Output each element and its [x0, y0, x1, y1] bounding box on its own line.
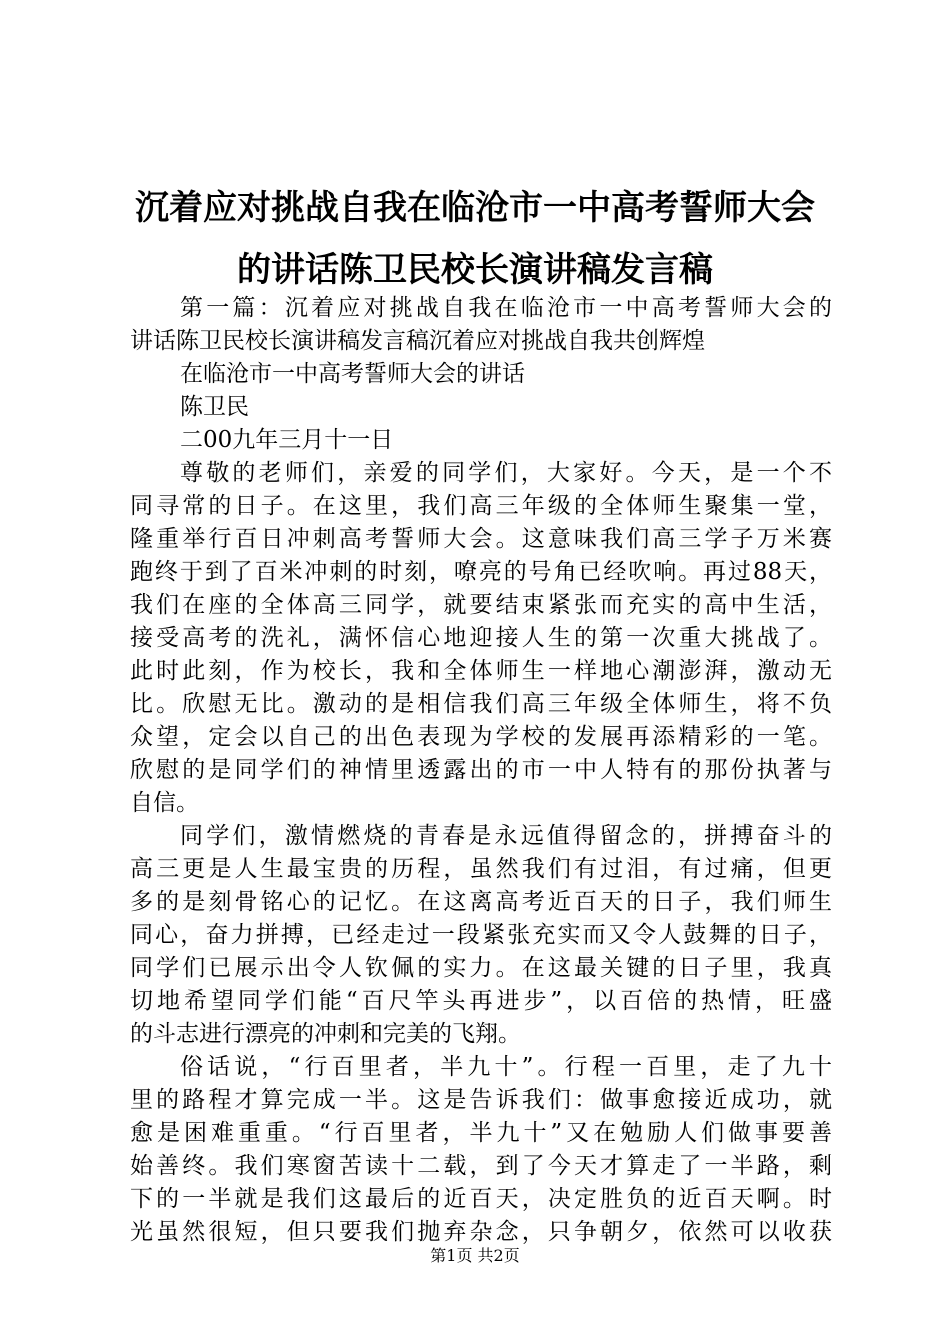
text-line: 第一篇：沉着应对挑战自我在临沧市一中高考誓师大会的: [180, 295, 832, 321]
text-line: 二00九年三月十一日: [180, 427, 394, 453]
text-line: 下的一半就是我们这最后的近百天，决定胜负的近百天啊。时: [130, 1186, 832, 1212]
text-line: 俗话说，“行百里者，半九十”。行程一百里，走了九十: [180, 1054, 832, 1080]
text-line: 比。欣慰无比。激动的是相信我们高三年级全体师生，将不负: [130, 691, 832, 717]
text-line: 始善终。我们寒窗苦读十二载，到了今天才算走了一半路，剩: [130, 1153, 832, 1179]
text-line: 同寻常的日子。在这里，我们高三年级的全体师生聚集一堂，: [130, 493, 832, 519]
text-line: 隆重举行百日冲刺高考誓师大会。这意味我们高三学子万米赛: [130, 526, 832, 552]
text-line: 陈卫民: [180, 394, 249, 420]
text-line: 我们在座的全体高三同学，就要结束紧张而充实的高中生活，: [130, 592, 832, 618]
document-title-line-1: 沉着应对挑战自我在临沧市一中高考誓师大会: [135, 188, 815, 228]
text-line: 切地希望同学们能“百尺竿头再进步”，以百倍的热情，旺盛: [130, 988, 832, 1014]
document-body: [130, 292, 832, 1249]
text-line: 同学们已展示出令人钦佩的实力。在这最关键的日子里，我真: [130, 955, 832, 981]
text-line: 里的路程才算完成一半。这是告诉我们：做事愈接近成功，就: [130, 1087, 832, 1113]
text-line: 的斗志进行漂亮的冲刺和完美的飞翔。: [130, 1021, 521, 1047]
text-line: 众望，定会以自己的出色表现为学校的发展再添精彩的一笔。: [130, 724, 832, 750]
page-footer: 第1页 共2页: [430, 1246, 520, 1265]
text-line: 同心，奋力拼搏，已经走过一段紧张充实而又令人鼓舞的日子，: [130, 922, 832, 948]
text-line: 尊敬的老师们，亲爱的同学们，大家好。今天，是一个不: [180, 460, 832, 486]
text-line: 同学们，激情燃烧的青春是永远值得留念的，拼搏奋斗的: [180, 823, 832, 849]
text-line: 欣慰的是同学们的神情里透露出的市一中人特有的那份执著与: [130, 757, 832, 783]
text-line: 讲话陈卫民校长演讲稿发言稿沉着应对挑战自我共创辉煌: [130, 328, 705, 354]
document-title-line-2: 的讲话陈卫民校长演讲稿发言稿: [237, 250, 713, 290]
text-line: 接受高考的洗礼，满怀信心地迎接人生的第一次重大挑战了。: [130, 625, 832, 651]
text-line: 跑终于到了百米冲刺的时刻，嘹亮的号角已经吹响。再过88天，: [130, 559, 832, 585]
text-line: 在临沧市一中高考誓师大会的讲话: [180, 361, 525, 387]
text-line: 光虽然很短，但只要我们抛弃杂念，只争朝夕，依然可以收获: [130, 1219, 832, 1245]
text-line: 多的是刻骨铭心的记忆。在这离高考近百天的日子，我们师生: [130, 889, 832, 915]
text-line: 高三更是人生最宝贵的历程，虽然我们有过泪，有过痛，但更: [130, 856, 832, 882]
text-line: 自信。: [130, 790, 199, 816]
text-line: 此时此刻，作为校长，我和全体师生一样地心潮澎湃，激动无: [130, 658, 832, 684]
text-line: 愈是困难重重。“行百里者，半九十”又在勉励人们做事要善: [130, 1120, 832, 1146]
